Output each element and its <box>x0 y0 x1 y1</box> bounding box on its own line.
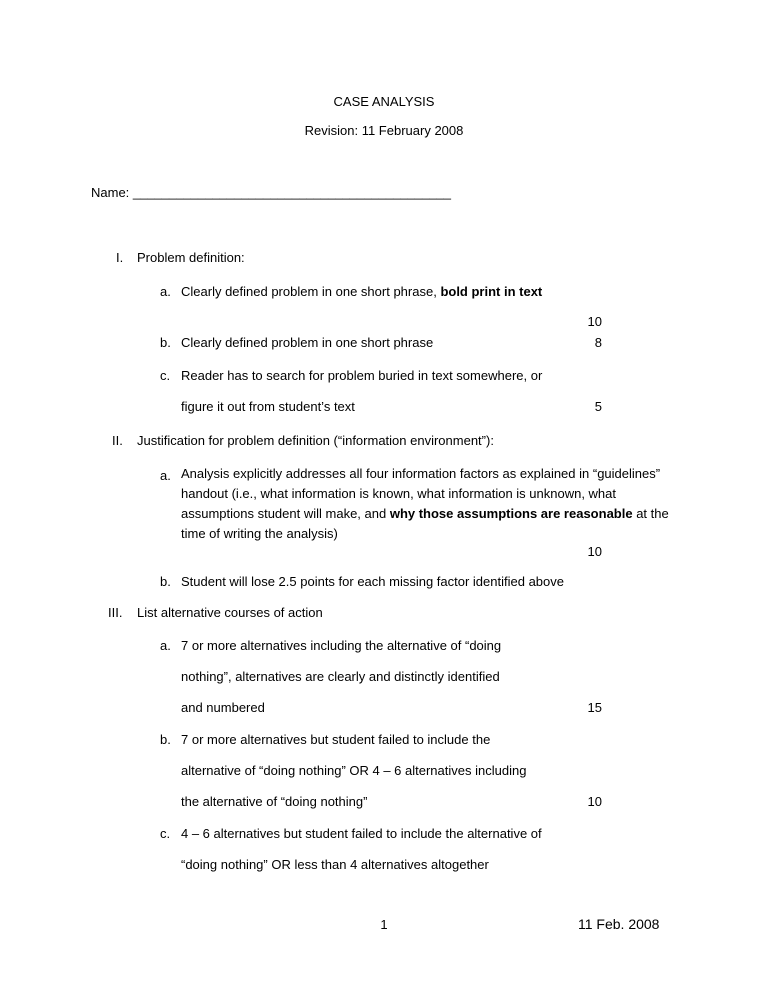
s2-item-a-letter: a. <box>160 468 171 483</box>
s2-item-a-plain-after: at the time of writing the analysis) <box>181 506 669 541</box>
s1-item-c-letter: c. <box>160 368 171 383</box>
s1-item-a-bold: bold print in text <box>440 284 543 299</box>
s2-item-a-plain-before: Analysis explicitly addresses all four information factors as explained in “guidelines” handout (i.e., what information is known, what information is unknown, what assumptions student will make, and <box>181 466 661 521</box>
s3-item-c-line1: 4 – 6 alternatives but student failed to include the alternative of <box>181 826 542 841</box>
s2-item-a-text <box>181 464 671 544</box>
s1-item-b-points: 8 <box>594 335 602 350</box>
section-1-numeral: I. <box>116 250 124 265</box>
section-1-title: Problem definition: <box>137 250 245 265</box>
name-label: Name: <box>91 185 133 200</box>
s3-item-a-line1: 7 or more alternatives including the alternative of “doing <box>181 638 502 653</box>
s2-item-a-points: 10 <box>587 544 602 559</box>
s3-item-a-points: 15 <box>587 700 602 715</box>
footer-date: 11 Feb. 2008 <box>578 916 660 932</box>
s1-item-a-plain: Clearly defined problem in one short phrase, <box>181 284 441 299</box>
page-number: 1 <box>380 917 388 932</box>
document-title: CASE ANALYSIS <box>333 94 435 109</box>
s1-item-b-letter: b. <box>160 335 171 350</box>
s3-item-a-line3: and numbered <box>181 700 265 715</box>
s1-item-a-points: 10 <box>587 314 602 329</box>
s1-item-b-text: Clearly defined problem in one short phrase <box>181 335 434 350</box>
section-3-numeral: III. <box>108 605 123 620</box>
s3-item-b-letter: b. <box>160 732 171 747</box>
s1-item-a-text <box>181 284 542 299</box>
s1-item-a-letter: a. <box>160 284 171 299</box>
s3-item-b-line3: the alternative of “doing nothing” <box>181 794 368 809</box>
s1-item-c-points: 5 <box>594 399 602 414</box>
s1-item-c-line2: figure it out from student’s text <box>181 399 355 414</box>
s3-item-b-points: 10 <box>587 794 602 809</box>
name-field[interactable] <box>91 185 451 200</box>
s3-item-a-line2: nothing”, alternatives are clearly and distinctly identified <box>181 669 500 684</box>
s3-item-a-letter: a. <box>160 638 171 653</box>
s3-item-b-line1: 7 or more alternatives but student failed to include the <box>181 732 491 747</box>
s3-item-c-line2: “doing nothing” OR less than 4 alternatives altogether <box>181 857 489 872</box>
section-2-title: Justification for problem definition (“information environment”): <box>137 433 494 448</box>
name-blank-line: ____________________________________________ <box>132 185 452 200</box>
section-2-numeral: II. <box>112 433 123 448</box>
s3-item-b-line2: alternative of “doing nothing” OR 4 – 6 alternatives including <box>181 763 527 778</box>
s2-item-b-text: Student will lose 2.5 points for each missing factor identified above <box>181 574 564 589</box>
section-3-title: List alternative courses of action <box>137 605 323 620</box>
s2-item-a-bold: why those assumptions are reasonable <box>389 506 633 521</box>
s1-item-c-line1: Reader has to search for problem buried in text somewhere, or <box>181 368 543 383</box>
s2-item-b-letter: b. <box>160 574 171 589</box>
revision-line: Revision: 11 February 2008 <box>304 123 464 138</box>
s3-item-c-letter: c. <box>160 826 171 841</box>
